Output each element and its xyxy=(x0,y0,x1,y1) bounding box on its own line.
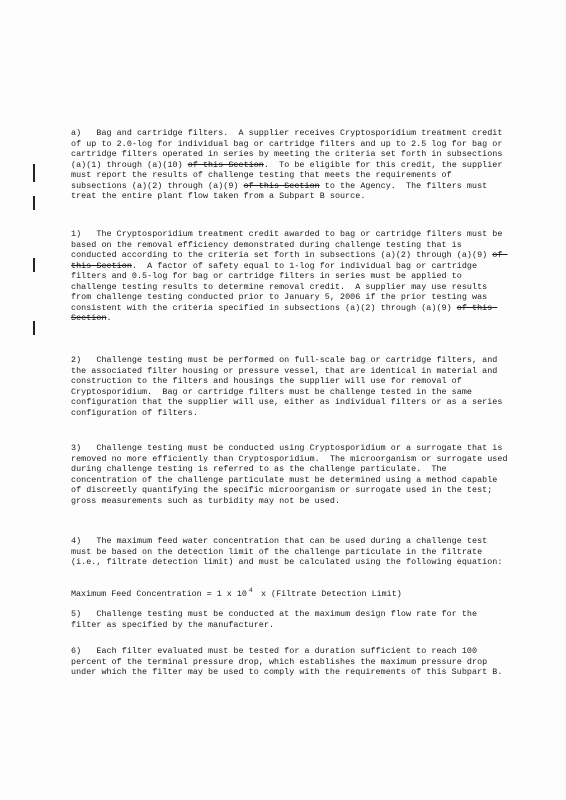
revision-bar xyxy=(33,321,35,335)
revision-bar xyxy=(33,196,35,210)
paragraph-text: a) Bag and cartridge filters. A supplier receives Cryptosporidium treatment credit of up to 2.0-log for individual bag or cartridge filters and up to 2.5 log for bag or cartridge filters operated in series by meeting the criteria set forth in subsections (a)(1) through (a)(10) xyxy=(71,128,508,170)
paragraph-text: . A factor of safety equal to 1-log for individual bag or cartridge filters and 0.5-log for bag or cartridge filters in series must be applied to challenge testing results to determine removal credit. A supplier may use results from challenge testing conducted prior to January 5, 2006 if the prior testing was consistent with the criteria specified in subsections (a)(2) through (a)(9) xyxy=(71,260,493,313)
paragraph-text: . xyxy=(106,313,112,323)
deleted-text: of this Section xyxy=(187,159,264,170)
paragraph-2: 2) Challenge testing must be performed on full-scale bag or cartridge filters, and the associated filter housing or pressure vessel, that are identical in material and construction to the filters and housings the supplier will use for removal of Cryptosporidium. Bag or cartridge filters must be challenge tested in the same configuration that the supplier will use, either as individual filters or as a series configuration of filters. xyxy=(71,355,508,418)
paragraph-text: . To be eligible for this credit, the supplier must report the results of challenge testing that meets the requirements of subsections (a)(2) through (a)(9) xyxy=(71,159,508,191)
paragraph-6: 6) Each filter evaluated must be tested for a duration sufficient to reach 100 percent of the terminal pressure drop, which establishes the maximum pressure drop under which the filter may be used to comply with the requirements of this Subpart B. xyxy=(71,646,503,677)
feed-concentration-equation xyxy=(71,589,511,601)
paragraph-text: to the Agency. The filters must treat the entire plant flow taken from a Subpart B source. xyxy=(71,180,493,201)
paragraph-1 xyxy=(71,229,511,324)
deleted-text: of this Section xyxy=(243,180,320,191)
equation-right: x (Filtrate Detection Limit) xyxy=(261,589,402,599)
equation-left: Maximum Feed Concentration = 1 x 10 xyxy=(71,589,247,599)
paragraph-text: 1) The Cryptosporidium treatment credit awarded to bag or cartridge filters must be based on the removal efficiency demonstrated during challenge testing that is conducted according to the criteria set forth in subsections (a)(2) through (a)(9) xyxy=(71,229,508,260)
paragraph-a xyxy=(71,128,511,202)
revision-bar xyxy=(33,164,35,182)
equation-exponent: 4 xyxy=(249,587,253,594)
paragraph-5: 5) Challenge testing must be conducted at the maximum design flow rate for the filter as specified by the manufacturer. xyxy=(71,609,483,630)
deleted-text: of this Section xyxy=(71,302,498,323)
paragraph-4: 4) The maximum feed water concentration that can be used during a challenge test must be based on the detection limit of the challenge particulate in the filtrate (i.e., filtrate detection limit) and must be calculated using the following equation: xyxy=(71,536,503,567)
deleted-text: of this Section xyxy=(71,250,508,271)
paragraph-3: 3) Challenge testing must be conducted using Cryptosporidium or a surrogate that is removed no more efficiently than Cryptosporidium. The microorganism or surrogate used during challenge testing is referred to as the challenge particulate. The concentration of the challenge particulate must be determined using a method capable of discreetly quantifying the specific microorganism or surrogate used in the test; gross measurements such as turbidity may not be used. xyxy=(71,443,513,506)
revision-bar xyxy=(33,258,35,272)
